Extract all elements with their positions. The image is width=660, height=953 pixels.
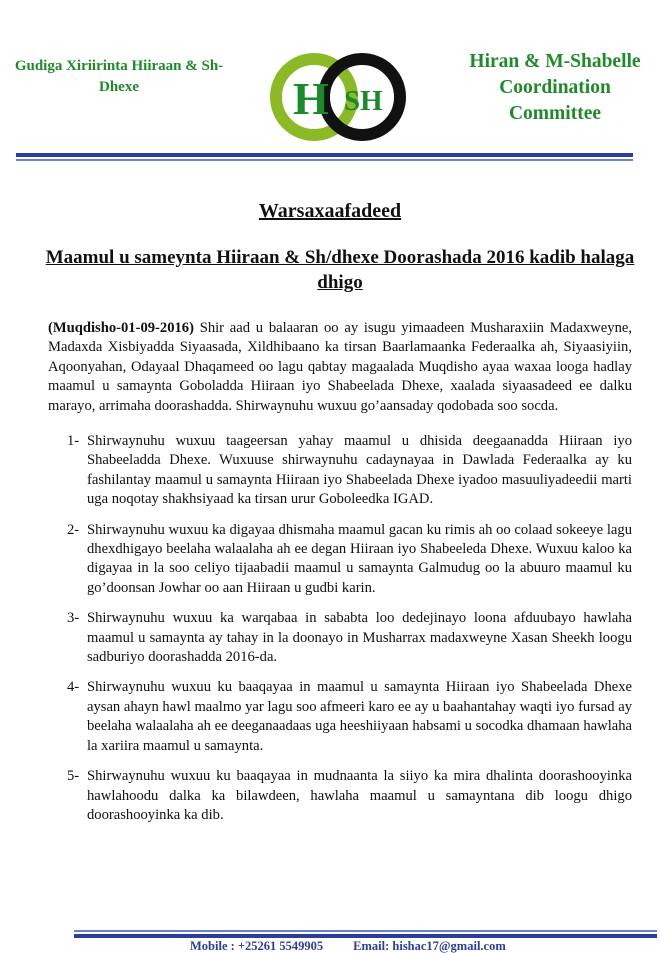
resolution-item bbox=[0, 678, 660, 756]
resolution-text: Shirwaynuhu wuxuu ka warqabaa in sababta loo dedejinayo loona afduubayo hawlaha maamul u samaynta ay tahay in la doonayo in Musharrax madaxweyne Xasan Sheekh loogu sadburiyo doorashadda 2016-da. bbox=[87, 610, 632, 666]
intro-body: Shir aad u balaaran oo ay isugu yimaadeen Musharaxiin Madaxweyne, Madaxda Xisbiyadda Siyaasada, Xildhibaano ka tirsan Baarlamaanka Federaalka ah, Siyaasiyiin, Aqoonyahan, Odayaal Dhaqameed oo lagu qabtay magaalada Muqdisho ayaa waxaa looga hadlay maamul u samaynta Goboladda Hiiraan iyo Shabeelada Dhexe, xaalada siyaasadeed ee dalku marayo, arrimaha doorashadda. Shirwaynuhu wuxuu go’aansaday qodobada soo socda. bbox=[48, 320, 632, 414]
document-subtitle: Maamul u sameynta Hiiraan & Sh/dhexe Doorashada 2016 kadib halaga dhigo bbox=[45, 247, 635, 293]
hsh-logo bbox=[262, 50, 412, 144]
resolution-item bbox=[0, 432, 660, 510]
document-title: Warsaxaafadeed bbox=[258, 200, 402, 222]
intro-paragraph bbox=[48, 319, 632, 416]
logo-letters-sh: SH bbox=[344, 85, 383, 117]
header-rule-thick bbox=[16, 153, 633, 157]
resolution-text: Shirwaynuhu wuxuu ku baaqayaa in mudnaanta la siiyo ka mira dhalinta doorashooyinka hawlahoodu dalka ka bilawdeen, hawlaha maamul u samayntana dib loogu dhigo doorashooyinka ka dib. bbox=[87, 768, 632, 823]
footer-mobile: Mobile : +25261 5549905 bbox=[190, 940, 324, 953]
resolution-item bbox=[0, 609, 660, 667]
resolution-number: 4- bbox=[67, 679, 80, 696]
resolution-number: 3- bbox=[67, 610, 80, 627]
footer-contact bbox=[190, 940, 650, 953]
footer-rule-thin bbox=[74, 930, 657, 932]
resolution-number: 1- bbox=[67, 433, 80, 449]
intro-dateline: (Muqdisho-01-09-2016) bbox=[48, 320, 194, 336]
right-org-line-3: Committee bbox=[508, 103, 602, 124]
resolution-number: 2- bbox=[67, 521, 80, 538]
right-org-name bbox=[452, 49, 658, 127]
footer-rule-thick bbox=[74, 934, 657, 938]
right-org-line-1: Hiran & M-Shabelle bbox=[469, 51, 641, 72]
resolution-list bbox=[0, 432, 660, 836]
resolution-item bbox=[0, 767, 660, 825]
resolution-item bbox=[0, 521, 660, 599]
footer-email: Email: hishac17@gmail.com bbox=[353, 940, 506, 953]
resolution-number: 5- bbox=[67, 768, 80, 785]
left-org-name: Gudiga Xiriirinta Hiiraan & Sh- Dhexe bbox=[14, 58, 224, 95]
logo-letter-h: H bbox=[293, 73, 329, 124]
resolution-text: Shirwaynuhu wuxuu ku baaqayaa in maamul u samaynta Hiiraan iyo Shabeelada Dhexe aysan ahayn hawl maalmo yar lagu soo afmeeri karo ee ay u baahantahay waqti iyo fursad ay beelaha walaalaha ah ee deeganaadaas uga heeshiiyaan habsami u socodka dhamaan hawlaha la xariira maamul u samaynta. bbox=[87, 679, 632, 754]
resolution-text: Shirwaynuhu wuxuu taageersan yahay maamul u dhisida deegaanadda Hiiraan iyo Shabeeladda Dhexe. Wuxuuse shirwaynuhu cadaynayaa in Dawlada Federaalka ay ku fashilantay maamul u samaynta Hiiraan iyo Shabeelada Dhexe iyadoo masuuliyadeedii marti uga noqotay shakhsiyaad ka tirsan urur Goboleedka IGAD. bbox=[87, 433, 632, 508]
right-org-line-2: Coordination bbox=[499, 77, 611, 98]
header-rule-thin bbox=[16, 159, 633, 161]
resolution-text: Shirwaynuhu wuxuu ka digayaa dhismaha maamul gacan ku rimis ah oo colaad sokeeye lagu dhexdhigayo beelaha walaalaha ah ee degan Hiiraan iyo Shabeeleda Dhexe. Wuxuu kaloo ka digayaa in la soo celiyo tijaabadii maamul u samaynta Galmudug oo la abuuro maamul ku go’doonsan Jowhar oo aan Hiiraan u gudbi karin. bbox=[87, 521, 632, 596]
